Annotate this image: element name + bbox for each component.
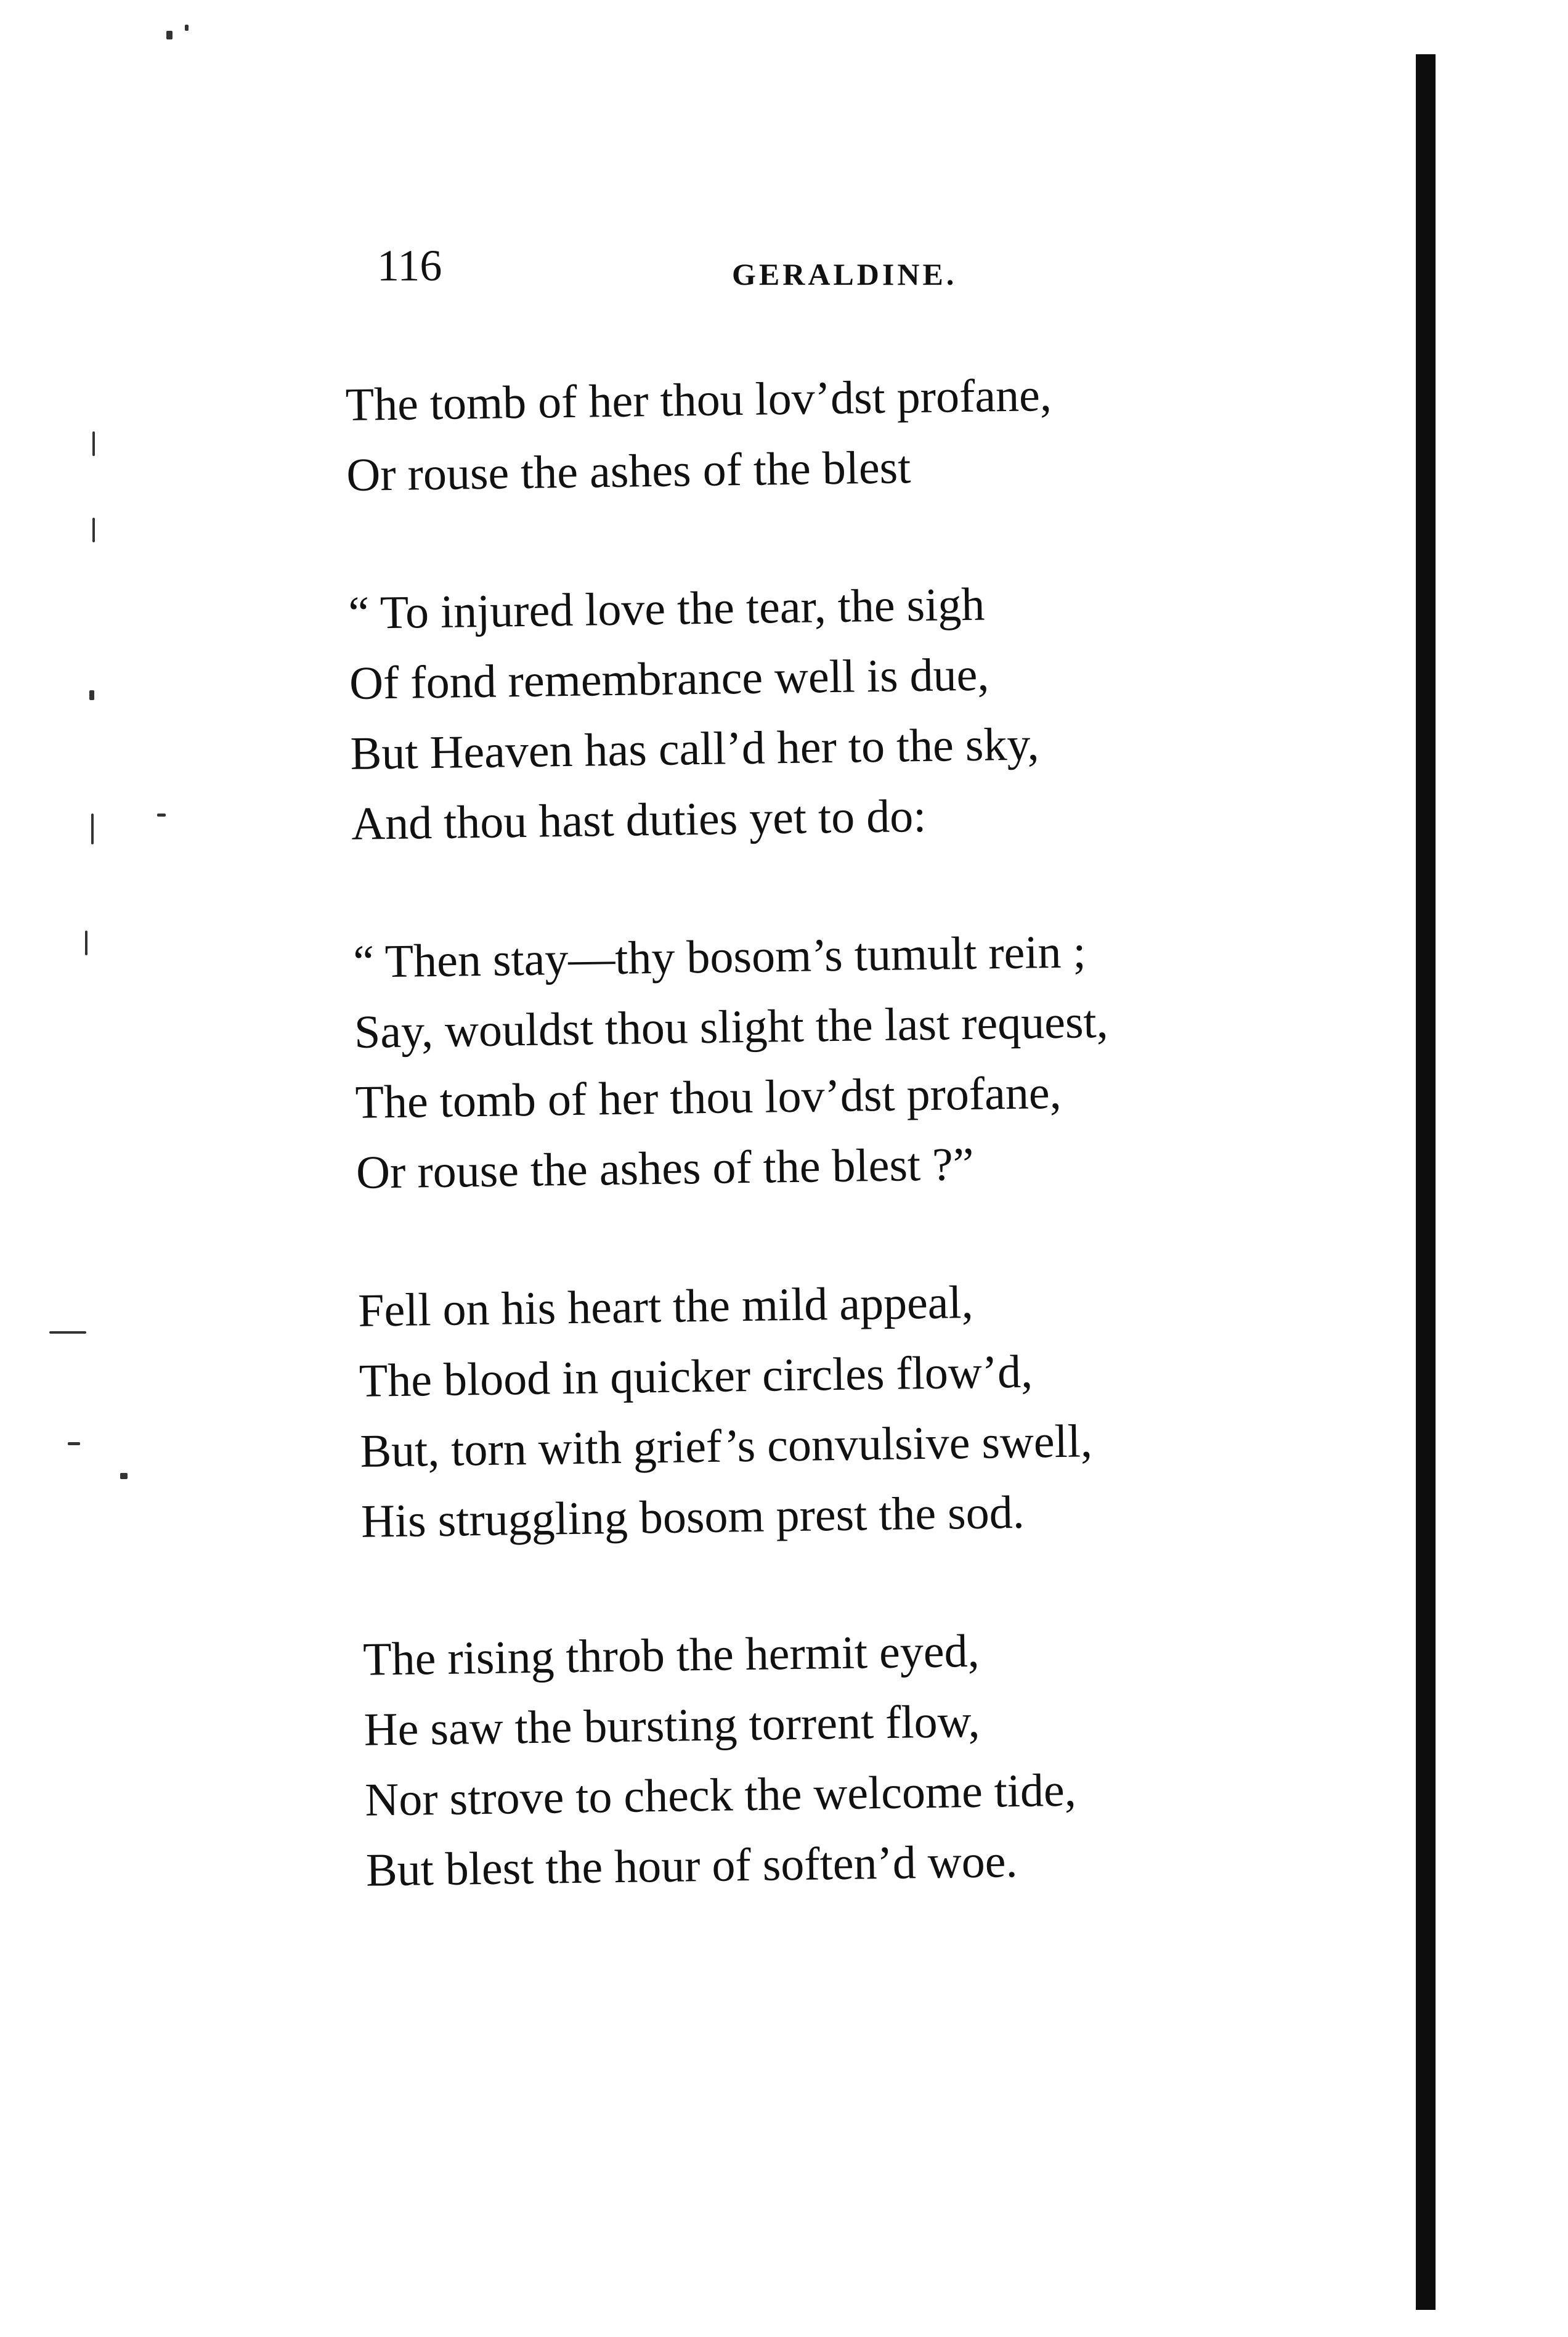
verse-line: Of fond remembrance well is due,	[349, 648, 989, 709]
verse-line: But, torn with grief’s convulsive swell,	[359, 1415, 1093, 1477]
stanza	[348, 563, 1399, 859]
stanza	[345, 355, 1394, 510]
verse-line: “ Then stay—thy bosom’s tumult rein ;	[352, 926, 1087, 988]
scan-speck	[92, 431, 95, 456]
scan-speck	[91, 814, 94, 844]
scan-speck	[89, 690, 94, 700]
verse-line: The tomb of her thou lov’dst profane,	[345, 369, 1052, 431]
scan-speck	[49, 1331, 86, 1334]
verse-line: And thou hast duties yet to do:	[351, 789, 927, 850]
stanza	[362, 1610, 1413, 1906]
verse-line: Fell on his heart the mild appeal,	[357, 1276, 974, 1337]
running-title: GERALDINE.	[732, 257, 957, 292]
verse-line: The blood in quicker circles flow’d,	[359, 1345, 1033, 1407]
stanza	[353, 912, 1404, 1208]
verse-line: He saw the bursting torrent flow,	[364, 1695, 981, 1756]
verse-line: Say, wouldst thou slight the last request,	[354, 995, 1109, 1058]
verse-line: His struggling bosom prest the sod.	[360, 1486, 1025, 1548]
scan-speck	[185, 25, 189, 31]
scan-speck	[68, 1442, 80, 1445]
scan-speck	[157, 814, 166, 817]
verse-line: The rising throb the hermit eyed,	[362, 1625, 980, 1686]
poem-body	[345, 355, 1415, 1973]
verse-line: “ To injured love the tear, the sigh	[347, 578, 985, 639]
scan-speck	[166, 31, 173, 39]
verse-line: Nor strove to check the welcome tide,	[364, 1764, 1077, 1826]
verse-line: Or rouse the ashes of the blest ?”	[355, 1138, 975, 1199]
verse-line: But Heaven has call’d her to the sky,	[350, 718, 1040, 780]
page-edge-shadow	[1416, 54, 1436, 2310]
scan-speck	[120, 1473, 128, 1479]
verse-line: The tomb of her thou lov’dst profane,	[355, 1066, 1062, 1128]
scan-speck	[85, 931, 87, 955]
scan-speck	[92, 518, 95, 542]
stanza	[358, 1261, 1409, 1557]
verse-line: But blest the hour of soften’d woe.	[365, 1835, 1018, 1896]
verse-line: Or rouse the ashes of the blest	[346, 441, 911, 501]
page-number: 116	[377, 241, 442, 290]
